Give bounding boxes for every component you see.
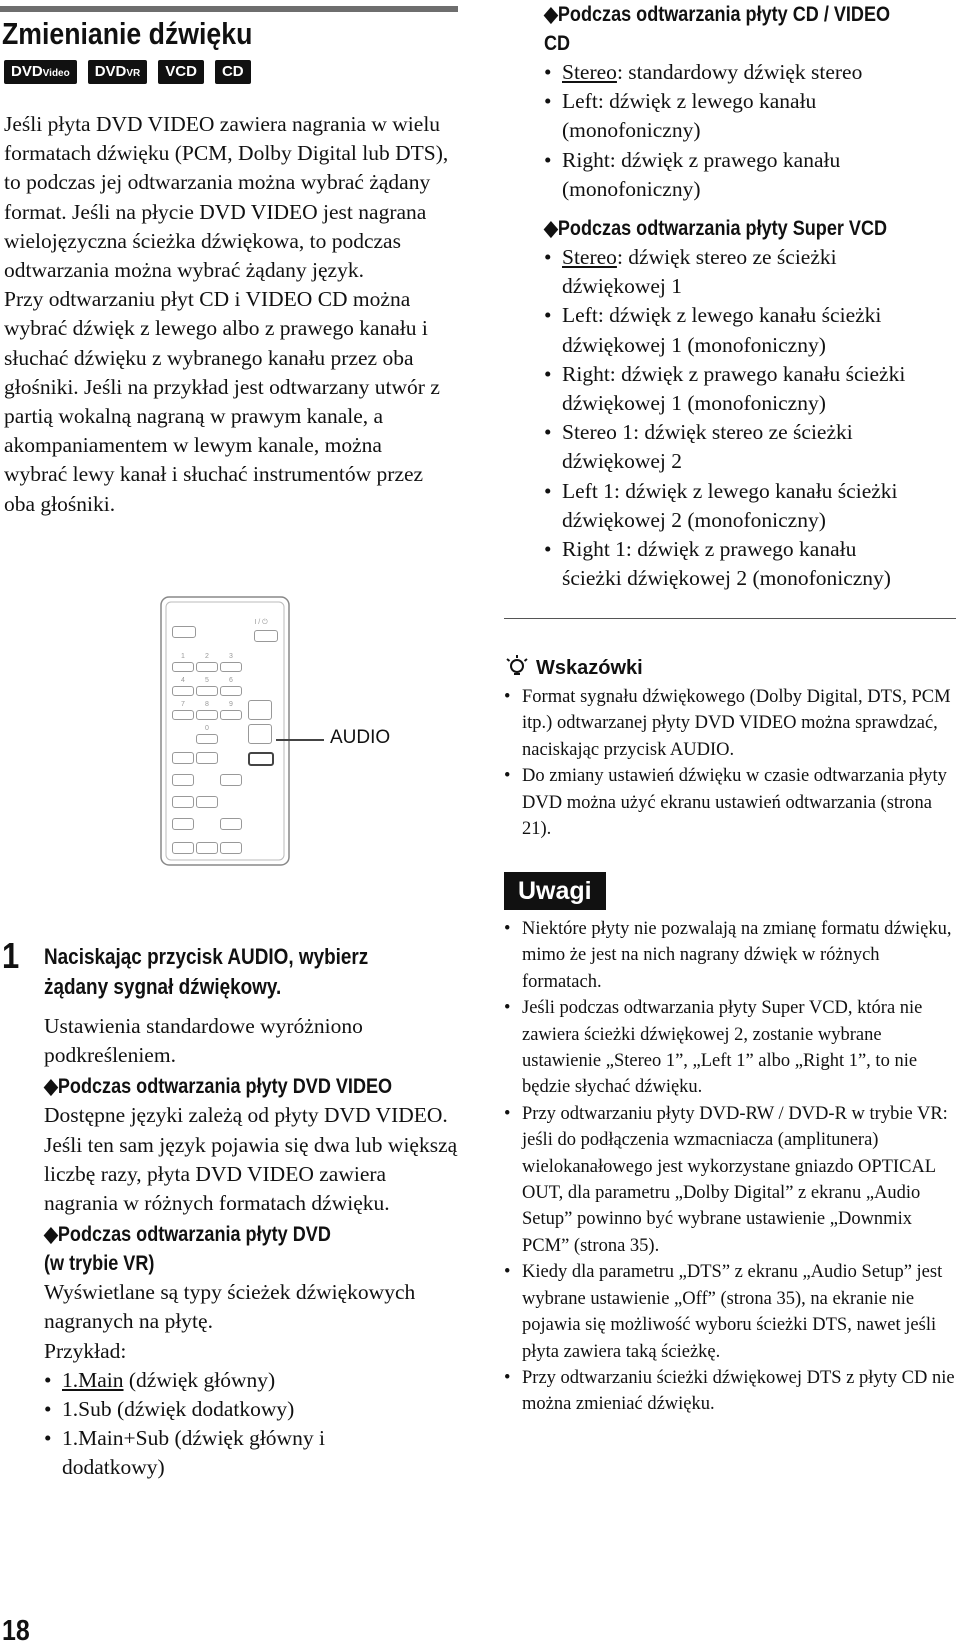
badge-vcd: VCD <box>158 60 204 84</box>
cd-vcd-heading-line2: CD <box>544 32 571 55</box>
key-7: 7 <box>181 701 185 708</box>
step-heading: Naciskając przycisk AUDIO, wybierz żądany sygnał dźwiękowy. <box>44 944 369 999</box>
audio-button <box>248 752 274 766</box>
dvd-vr-example-list <box>44 1366 460 1483</box>
pause-button <box>196 842 218 854</box>
button-2 <box>196 662 218 672</box>
stop-button <box>220 842 242 854</box>
step-default-note: Ustawienia standardowe wyróżniono podkreśleniem. <box>44 1014 363 1068</box>
step-number: 1 <box>2 935 20 976</box>
lightbulb-icon <box>504 654 530 680</box>
cd-vcd-section <box>544 0 956 593</box>
svcd-heading: ◆Podczas odtwarzania płyty Super VCD <box>544 217 888 241</box>
section-divider <box>504 618 956 619</box>
button-0 <box>196 734 218 744</box>
key-8: 8 <box>205 701 209 708</box>
list-item: • Right 1: dźwięk z prawego kanału ścieżki dźwiękowej 2 (monofoniczny) <box>544 535 906 593</box>
intro-paragraph-2: Przy odtwarzaniu płyt CD i VIDEO CD można wybrać dźwięk z lewego albo z prawego kanału i słuchać dźwięku z wybranego kanału przez oba głośniki. Jeśli na przykład jest odtwarzany utwór z partią wokalną nagraną w prawym kanale, a akompaniamentem w lewym kanale, można wybrać lewy kanał i słuchać instrumentów przez oba głośniki. <box>4 287 440 516</box>
list-item: • 1.Main+Sub (dźwięk główny i dodatkowy) <box>44 1424 460 1482</box>
badge-dvd-video: DVDVideo <box>4 60 77 84</box>
dvd-video-heading: ◆Podczas odtwarzania płyty DVD VIDEO <box>44 1075 393 1099</box>
svcd-options <box>544 243 956 593</box>
button-6 <box>220 686 242 696</box>
button-4 <box>172 686 194 696</box>
list-item: • Przy odtwarzaniu ścieżki dźwiękowej DTS z płyty CD nie można zmieniać dźwięku. <box>504 1365 956 1418</box>
button-8 <box>196 710 218 720</box>
list-item: • Przy odtwarzaniu płyty DVD-RW / DVD-R w trybie VR: jeśli do podłączenia wzmacniacza (amplitunera) wielokanałowego jest wykorzystane gniazdo OPTICAL OUT, dla parametru „Dolby Digital” z ekranu „Audio Setup” powinno być wybrane ustawienie „Downmix PCM” (strona 35). <box>504 1101 956 1259</box>
list-item: • Kiedy dla parametru „DTS” z ekranu „Audio Setup” jest wybrane ustawienie „Off” (strona 35), na ekranie nie pojawia się możliwość wyboru ścieżki DTS, nawet jeśli płyta zawiera taką ścieżkę. <box>504 1259 956 1365</box>
page-number: 18 <box>2 1615 30 1647</box>
key-9: 9 <box>229 701 233 708</box>
list-item: • Niektóre płyty nie pozwalają na zmianę formatu dźwięku, mimo że jest na nich nagrany dźwięk w różnych formatach. <box>504 916 956 995</box>
remote-button <box>220 774 242 786</box>
list-item: • Do zmiany ustawień dźwięku w czasie odtwarzania płyty DVD można użyć ekranu ustawień odtwarzania (strona 21). <box>504 763 956 842</box>
remote-button <box>196 752 218 764</box>
page-title: Zmienianie dźwięku <box>2 16 253 51</box>
list-item: • 1.Main (dźwięk główny) <box>44 1366 460 1395</box>
key-1: 1 <box>181 653 185 660</box>
list-item: • Left 1: dźwięk z lewego kanału ścieżki dźwiękowej 2 (monofoniczny) <box>544 477 906 535</box>
notes-list <box>504 916 956 1418</box>
key-4: 4 <box>181 677 185 684</box>
cd-vcd-options <box>544 58 956 204</box>
badge-cd: CD <box>215 60 251 84</box>
tips-list <box>504 684 956 842</box>
list-item: • Right: dźwięk z prawego kanału (monofoniczny) <box>544 146 956 204</box>
list-item: • Format sygnału dźwiękowego (Dolby Digital, DTS, PCM itp.) odtwarzanej płyty DVD VIDEO można sprawdzać, naciskając przycisk AUDIO. <box>504 684 956 763</box>
rewind-button <box>172 818 194 830</box>
intro <box>4 110 450 519</box>
key-5: 5 <box>205 677 209 684</box>
next-button <box>220 818 242 830</box>
remote-button-top-left <box>172 626 196 638</box>
dvd-vr-heading-line2: (w trybie VR) <box>44 1252 155 1276</box>
intro-paragraph-1: Jeśli płyta DVD VIDEO zawiera nagrania w wielu formatach dźwięku (PCM, Dolby Digital lub DTS), to podczas jej odtwarzania można wybrać żądany format. Jeśli na płycie DVD VIDEO jest nagrana wielojęzyczna ścieżka dźwiękowa, to podczas odtwarzania można wybrać żądany język. <box>4 112 449 283</box>
list-item: • Stereo: dźwięk stereo ze ścieżki dźwiękowej 1 <box>544 243 906 301</box>
remote-button <box>172 796 194 808</box>
badge-dvd-vr: DVDVR <box>88 60 148 84</box>
list-item: • Stereo 1: dźwięk stereo ze ścieżki dźwiękowej 2 <box>544 418 906 476</box>
audio-callout-label: AUDIO <box>330 727 391 748</box>
key-6: 6 <box>229 677 233 684</box>
step-body <box>44 1012 460 1483</box>
dvd-video-text-2: Jeśli ten sam język pojawia się dwa lub większą liczbę razy, płyta DVD VIDEO zawiera nagrania w różnych formatach dźwięku. <box>44 1132 458 1216</box>
volume-plus-button <box>248 700 272 720</box>
list-item: • Stereo: standardowy dźwięk stereo <box>544 58 956 87</box>
key-3: 3 <box>229 653 233 660</box>
step-button <box>172 842 194 854</box>
tips-heading-text: Wskazówki <box>536 657 643 679</box>
power-button <box>254 630 278 642</box>
notes-heading: Uwagi <box>504 872 606 910</box>
button-3 <box>220 662 242 672</box>
top-rule <box>0 6 458 12</box>
remote-control-illustration <box>160 596 290 866</box>
volume-minus-button <box>248 724 272 744</box>
dvd-vr-text: Wyświetlane są typy ścieżek dźwiękowych nagranych na płytę. <box>44 1280 416 1334</box>
remote-button <box>172 774 194 786</box>
key-0: 0 <box>205 725 209 732</box>
list-item: • Jeśli podczas odtwarzania płyty Super VCD, która nie zawiera ścieżki dźwiękowej 2, zostanie wybrane ustawienie „Stereo 1”, „Left 1” albo „Right 1”, to nie będzie słychać dźwięku. <box>504 995 956 1101</box>
remote-button <box>196 796 218 808</box>
dvd-vr-heading: ◆Podczas odtwarzania płyty DVD <box>44 1223 331 1247</box>
list-item: • 1.Sub (dźwięk dodatkowy) <box>44 1395 460 1424</box>
list-item: • Right: dźwięk z prawego kanału ścieżki dźwiękowej 1 (monofoniczny) <box>544 360 906 418</box>
audio-callout-line <box>276 739 324 741</box>
button-5 <box>196 686 218 696</box>
button-9 <box>220 710 242 720</box>
key-2: 2 <box>205 653 209 660</box>
button-1 <box>172 662 194 672</box>
cd-vcd-heading: ◆Podczas odtwarzania płyty CD / VIDEO <box>544 3 891 26</box>
button-7 <box>172 710 194 720</box>
dvd-vr-example-label: Przykład: <box>44 1338 127 1363</box>
dvd-video-text-1: Dostępne języki zależą od płyty DVD VIDEO. <box>44 1103 448 1128</box>
remote-button <box>172 752 194 764</box>
list-item: • Left: dźwięk z lewego kanału (monofoniczny) <box>544 87 956 145</box>
list-item: • Left: dźwięk z lewego kanału ścieżki dźwiękowej 1 (monofoniczny) <box>544 301 906 359</box>
tips-heading <box>504 654 944 682</box>
power-label: I / ⏻ <box>254 619 268 626</box>
format-badges <box>4 60 464 86</box>
